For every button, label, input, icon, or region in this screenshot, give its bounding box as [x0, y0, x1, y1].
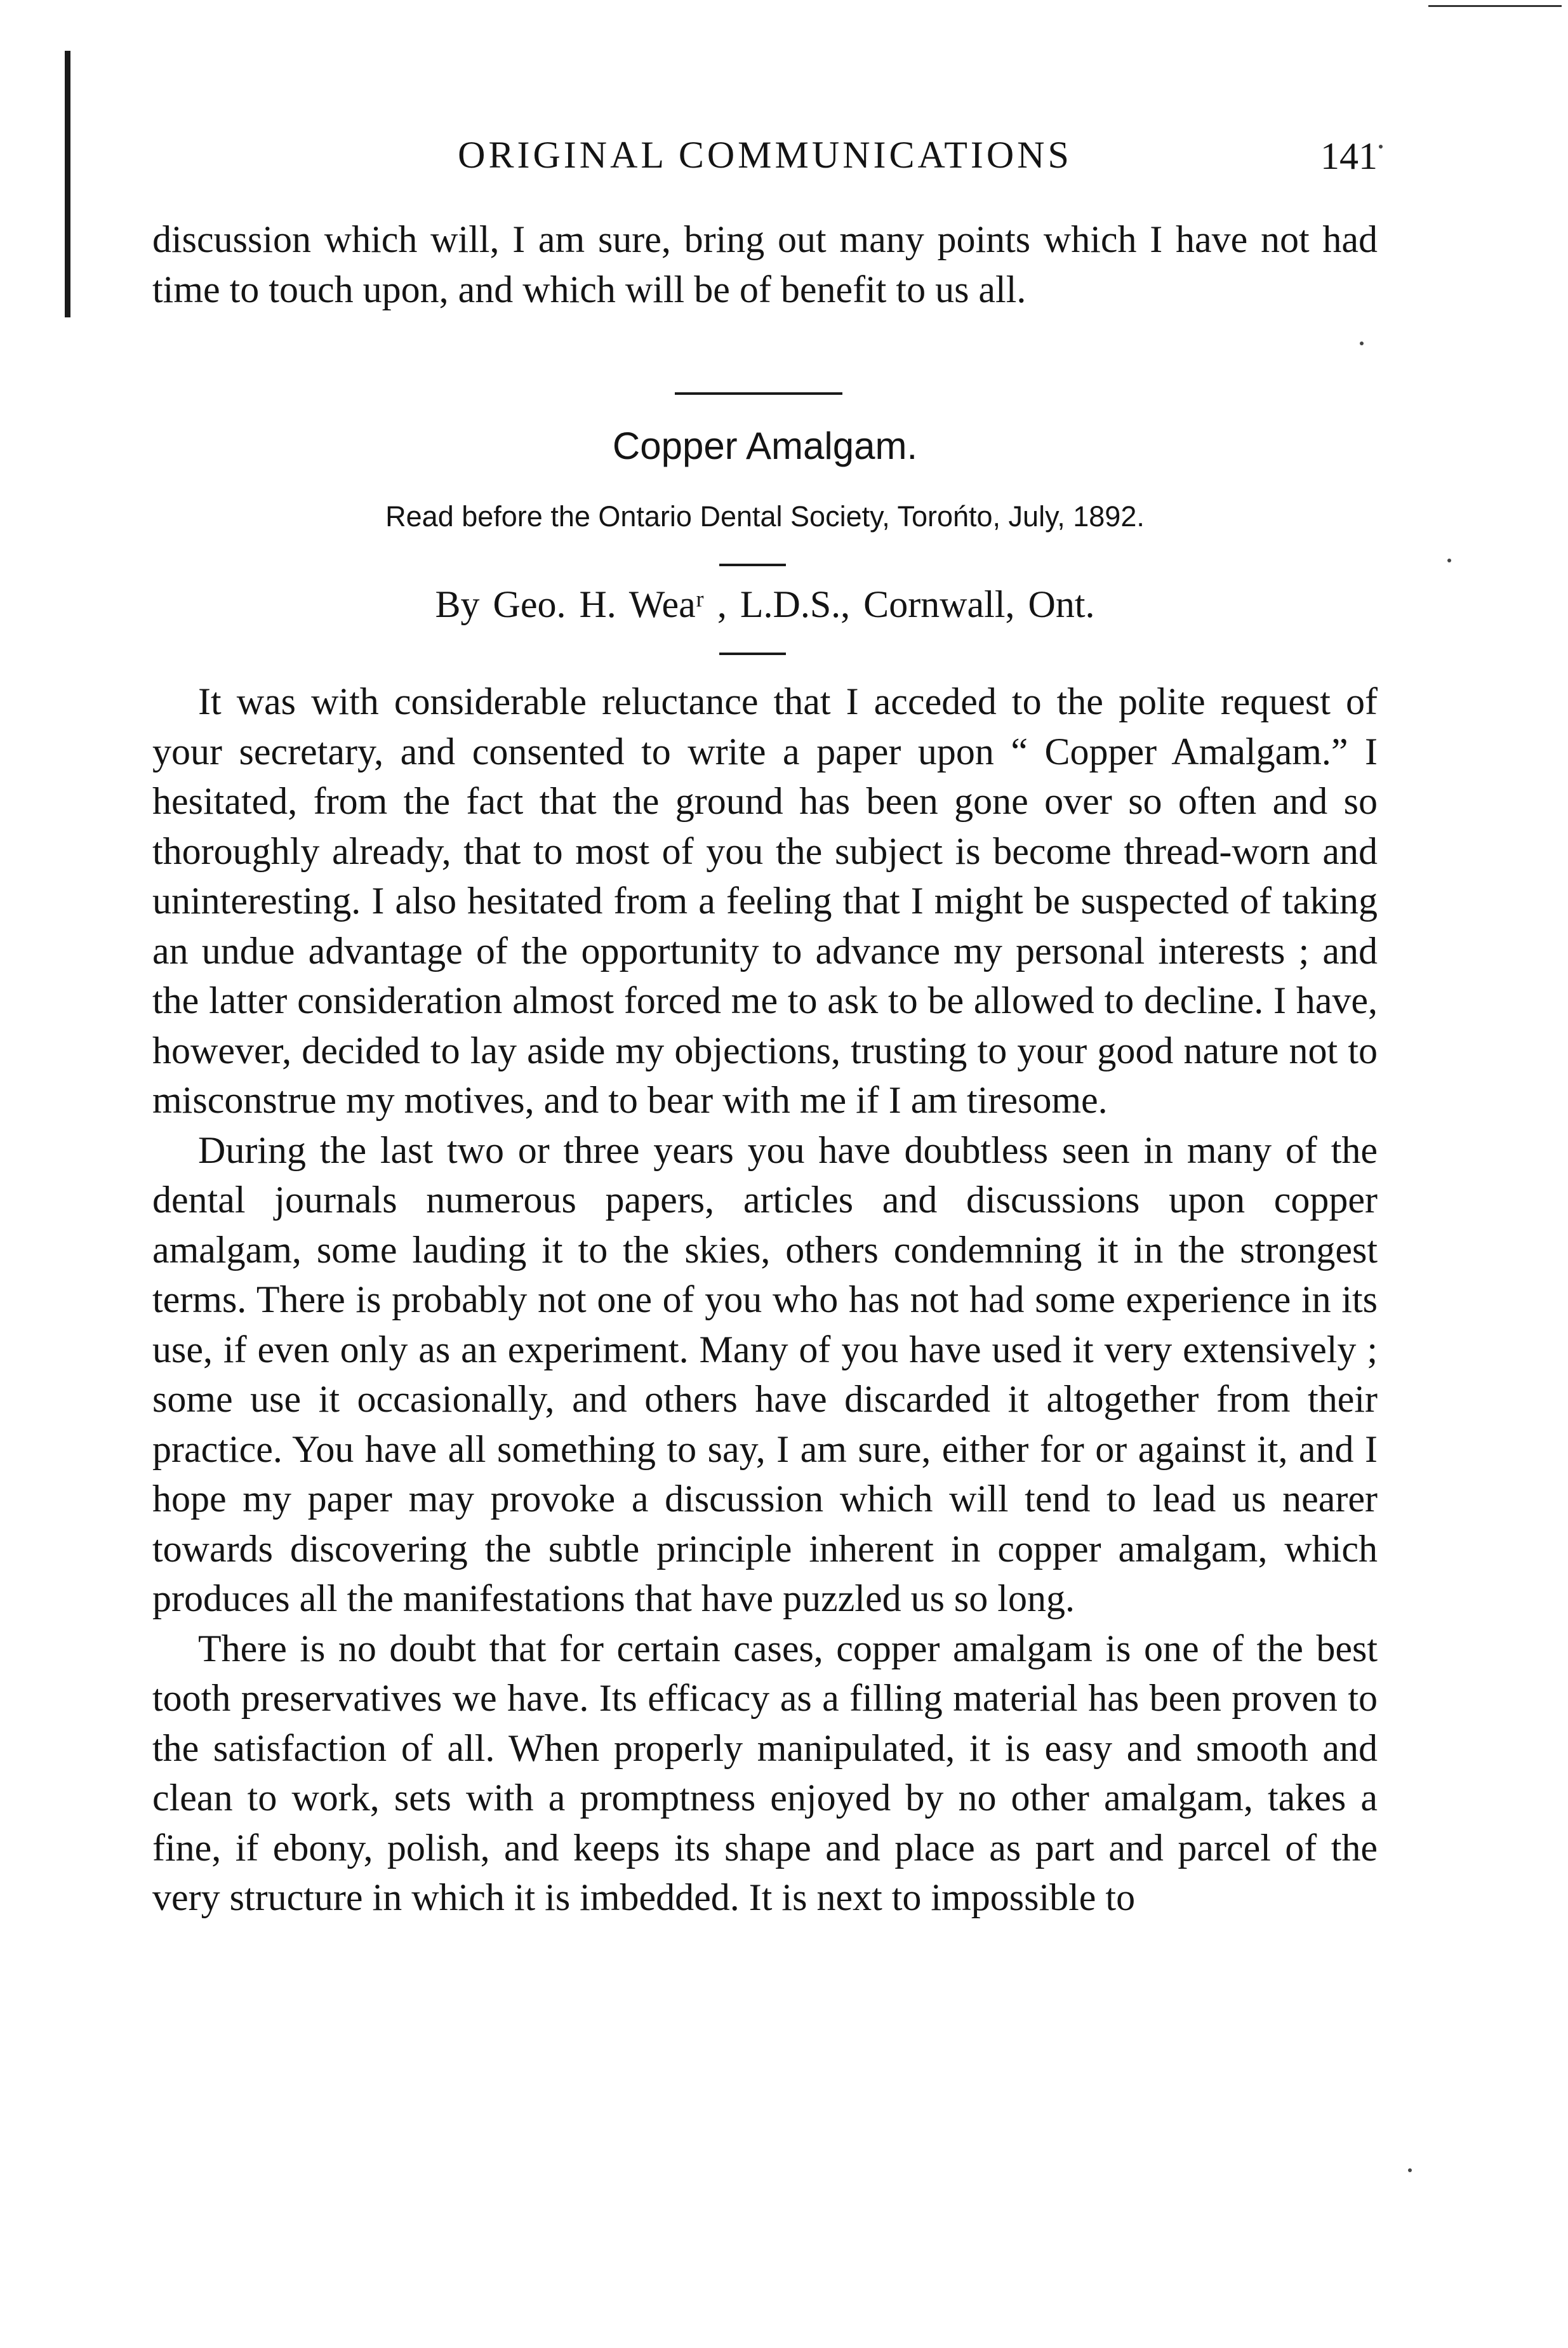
continued-paragraph: discussion which will, I am sure, bring out many points which I have not had time to touch upon, and which will be of benefit to us all. [152, 218, 1378, 310]
article-subtitle: Read before the Ontario Dental Society, Torońto, July, 1892. [385, 500, 1145, 533]
speck-mark [1408, 2168, 1412, 2172]
scan-top-rule [1428, 5, 1562, 7]
article-byline: By Geo. H. Weaʳ , L.D.S., Cornwall, Ont. [435, 583, 1095, 625]
continued-text-block [152, 215, 1378, 314]
page-number: 141 [1320, 135, 1378, 177]
paragraph: During the last two or three years you have doubtless seen in many of the dental journals numerous papers, articles and discussions upon copper amalgam, some lauding it to the skies, others condemning it in the strongest terms. There is probably not one of you who has not had some experience in its use, if even only as an experiment. Many of you have used it very extensively ; some use it occasionally, and others have discarded it altogether from their practice. You have all something to say, I am sure, either for or against it, and I hope my paper may provoke a discussion which will tend to lead us nearer towards discovering the subtle principle inherent in copper amalgam, which produces all the manifestations that have puzzled us so long. [152, 1129, 1378, 1619]
scan-edge-mark [65, 51, 70, 317]
paragraph: It was with considerable reluctance that I acceded to the polite request of your secretary, and consented to write a paper upon “ Copper Amalgam.” I hesitated, from the fact that the ground has been gone over so often and so thoroughly already, that to most of you the subject is become thread-worn and uninteresting. I also hesitated from a feeling that I might be suspected of taking an undue advantage of the opportunity to advance my personal interests ; and the latter consideration almost forced me to ask to be allowed to decline. I have, however, decided to lay aside my objections, trusting to your good nature not to misconstrue my motives, and to bear with me if I am tiresome. [152, 680, 1378, 1121]
speck-mark [1360, 342, 1364, 345]
speck-mark [1447, 559, 1451, 562]
section-divider [675, 392, 842, 395]
article-body [152, 677, 1378, 1923]
byline-rule-top [719, 564, 786, 566]
speck-mark [1379, 145, 1383, 149]
article-title: Copper Amalgam. [612, 425, 918, 467]
paragraph: There is no doubt that for certain cases, copper amalgam is one of the best tooth preservatives we have. Its efficacy as a filling material has been proven to the satisfaction of all. When properly manipulated, it is easy and smooth and clean to work, sets with a promptness enjoyed by no other amalgam, takes a fine, if ebony, polish, and keeps its shape and place as part and parcel of the very structure in which it is imbedded. It is next to impossible to [152, 1627, 1378, 1918]
page-header [152, 127, 1378, 184]
running-head: ORIGINAL COMMUNICATIONS [458, 134, 1072, 176]
byline-rule-bottom [719, 653, 786, 655]
